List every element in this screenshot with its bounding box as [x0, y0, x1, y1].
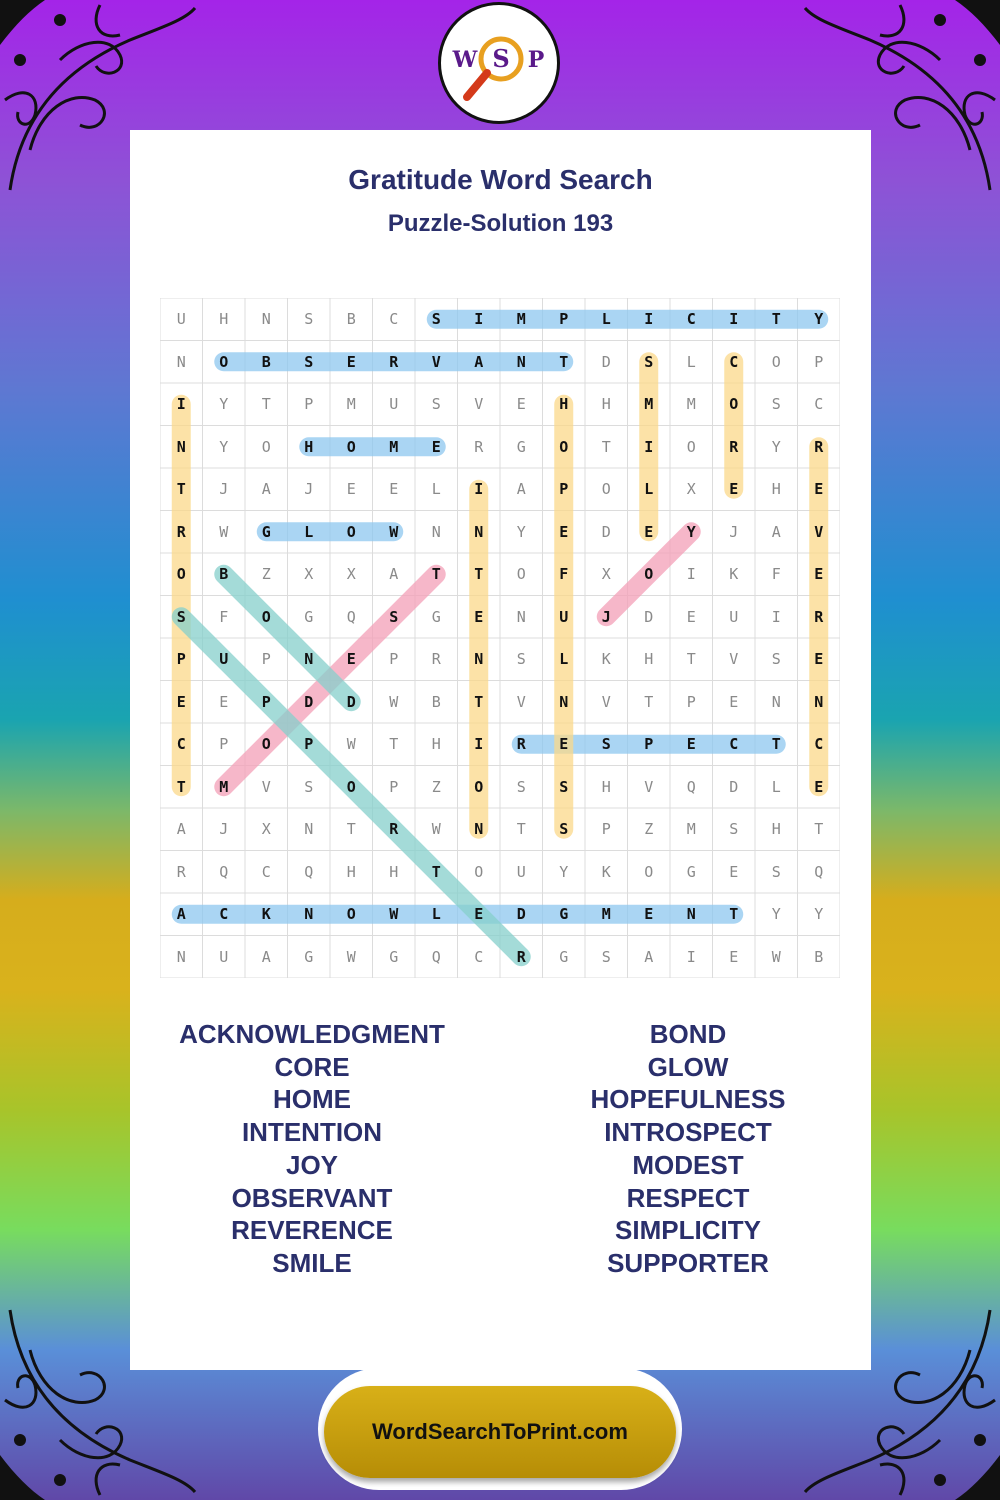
grid-cell[interactable]: O — [771, 352, 781, 371]
grid-cell[interactable]: G — [431, 607, 441, 626]
word-list-item: HOME — [273, 1084, 351, 1115]
grid-cell[interactable]: M — [686, 395, 696, 414]
grid-cell[interactable]: Q — [346, 607, 356, 626]
grid-cell[interactable]: H — [771, 480, 781, 499]
grid-cell[interactable]: T — [686, 650, 696, 669]
grid-cell[interactable]: E — [814, 565, 824, 584]
grid-cell[interactable]: G — [559, 905, 569, 924]
grid-cell[interactable]: D — [644, 607, 654, 626]
grid-cell[interactable]: S — [601, 735, 611, 754]
grid-cell[interactable]: C — [389, 310, 399, 329]
word-list-item: BOND — [649, 1019, 727, 1049]
grid-cell[interactable]: J — [219, 820, 229, 839]
word-list-item: SUPPORTER — [607, 1247, 769, 1278]
grid-cell[interactable]: P — [389, 650, 399, 669]
grid-cell[interactable]: H — [644, 650, 654, 669]
grid-cell[interactable]: L — [304, 522, 314, 541]
grid-cell[interactable]: Q — [686, 777, 696, 796]
grid-cell[interactable]: S — [516, 777, 526, 796]
magnifier-logo-icon — [441, 5, 557, 121]
grid-cell[interactable]: U — [389, 395, 399, 414]
grid-cell[interactable]: S — [729, 820, 739, 839]
grid-cell[interactable]: C — [474, 947, 484, 966]
grid-cell[interactable]: X — [601, 565, 611, 584]
word-list-right — [498, 1018, 878, 1280]
word-list-item: HOPEFULNESS — [590, 1084, 786, 1115]
grid-cell[interactable]: T — [176, 777, 186, 796]
grid-cell[interactable]: S — [304, 777, 314, 796]
grid-cell[interactable]: X — [346, 565, 356, 584]
grid-cell[interactable]: Z — [431, 777, 441, 796]
grid-cell[interactable]: V — [814, 522, 824, 541]
grid-cell[interactable]: E — [389, 480, 399, 499]
grid-cell[interactable]: T — [346, 820, 356, 839]
grid-cell[interactable]: X — [686, 480, 696, 499]
grid-cell[interactable]: C — [729, 352, 739, 371]
grid-cell[interactable]: E — [474, 905, 484, 924]
grid-cell[interactable]: H — [219, 310, 229, 329]
grid-cell[interactable]: M — [686, 820, 696, 839]
grid-cell[interactable]: R — [516, 947, 526, 966]
grid-cell[interactable]: A — [644, 947, 654, 966]
word-list-item: INTENTION — [241, 1117, 383, 1148]
grid-cell[interactable]: S — [431, 310, 441, 329]
grid-cell[interactable]: A — [474, 352, 484, 371]
grid-cell[interactable]: O — [261, 735, 271, 754]
grid-cell[interactable]: N — [431, 522, 441, 541]
grid-cell[interactable]: U — [729, 607, 739, 626]
grid-cell[interactable]: Y — [219, 395, 229, 414]
grid-cell[interactable]: I — [729, 310, 739, 329]
grid-cell[interactable]: B — [431, 692, 441, 711]
grid-cell[interactable]: L — [686, 352, 696, 371]
grid-cell[interactable]: E — [516, 395, 526, 414]
grid-cell[interactable]: X — [304, 565, 314, 584]
grid-cell[interactable]: E — [176, 692, 186, 711]
grid-cell[interactable]: E — [474, 607, 484, 626]
grid-cell[interactable]: I — [474, 480, 484, 499]
grid-cells — [160, 298, 840, 978]
grid-cell[interactable]: P — [389, 777, 399, 796]
grid-cell[interactable]: Y — [814, 310, 824, 329]
grid-cell[interactable]: D — [304, 692, 314, 711]
grid-cell[interactable]: A — [261, 480, 271, 499]
grid-cell[interactable]: N — [559, 692, 569, 711]
grid-cell[interactable]: L — [431, 480, 441, 499]
grid-cell[interactable]: N — [474, 522, 484, 541]
grid-cell[interactable]: I — [474, 735, 484, 754]
grid-cell[interactable]: K — [729, 565, 739, 584]
grid-cell[interactable]: D — [346, 692, 356, 711]
grid-cell[interactable]: Q — [431, 947, 441, 966]
grid-cell[interactable]: Y — [686, 522, 696, 541]
grid-cell[interactable]: U — [176, 310, 186, 329]
grid-cell[interactable]: L — [601, 310, 611, 329]
grid-cell[interactable]: I — [176, 395, 186, 414]
grid-cell[interactable]: W — [431, 820, 441, 839]
grid-cell[interactable]: O — [474, 777, 484, 796]
grid-cell[interactable]: A — [516, 480, 526, 499]
grid-cell[interactable]: F — [771, 565, 781, 584]
grid-cell[interactable]: B — [814, 947, 824, 966]
grid-cell[interactable]: T — [176, 480, 186, 499]
grid-cell[interactable]: E — [686, 735, 696, 754]
grid-cell[interactable]: S — [516, 650, 526, 669]
grid-cell[interactable]: D — [601, 522, 611, 541]
grid-cell[interactable]: S — [771, 650, 781, 669]
grid-cell[interactable]: E — [729, 862, 739, 881]
grid-cell[interactable]: C — [729, 735, 739, 754]
word-list-item: JOY — [285, 1149, 339, 1180]
grid-cell[interactable]: W — [219, 522, 229, 541]
grid-cell[interactable]: P — [814, 352, 824, 371]
grid-cell[interactable]: Y — [771, 437, 781, 456]
grid-cell[interactable]: O — [346, 522, 356, 541]
grid-cell[interactable]: H — [559, 395, 569, 414]
website-link-button[interactable]: WordSearchToPrint.com — [324, 1386, 676, 1478]
logo-letter-w: W — [452, 47, 478, 73]
grid-cell[interactable]: I — [771, 607, 781, 626]
word-list-item: CORE — [274, 1051, 350, 1082]
word-list-item: ACKNOWLEDGMENT — [179, 1019, 445, 1049]
grid-cell[interactable]: V — [601, 692, 611, 711]
grid-cell[interactable]: O — [729, 395, 739, 414]
grid-cell[interactable]: J — [729, 522, 739, 541]
grid-cell[interactable]: Y — [771, 905, 781, 924]
grid-cell[interactable]: O — [261, 607, 271, 626]
grid-cell[interactable]: S — [559, 777, 569, 796]
grid-cell[interactable]: N — [261, 310, 271, 329]
grid-cell[interactable]: O — [474, 862, 484, 881]
grid-cell[interactable]: N — [176, 437, 186, 456]
grid-cell[interactable]: T — [516, 820, 526, 839]
grid-cell[interactable]: N — [771, 692, 781, 711]
grid-cell[interactable]: D — [601, 352, 611, 371]
grid-cell[interactable]: E — [729, 692, 739, 711]
grid-cell[interactable]: R — [176, 862, 186, 881]
grid-cell[interactable]: S — [431, 395, 441, 414]
grid-cell[interactable]: E — [814, 777, 824, 796]
grid-cell[interactable]: C — [686, 310, 696, 329]
grid-cell[interactable]: V — [431, 352, 441, 371]
grid-cell[interactable]: A — [389, 565, 399, 584]
grid-cell[interactable]: O — [346, 437, 356, 456]
grid-cell[interactable]: R — [516, 735, 526, 754]
grid-cell[interactable]: N — [304, 820, 314, 839]
grid-cell[interactable]: J — [304, 480, 314, 499]
grid-cell[interactable]: K — [601, 862, 611, 881]
grid-cell[interactable]: V — [516, 692, 526, 711]
grid-cell[interactable]: E — [219, 692, 229, 711]
grid-cell[interactable]: S — [771, 862, 781, 881]
grid-cell[interactable]: O — [686, 437, 696, 456]
grid-cell[interactable]: Q — [814, 862, 824, 881]
grid-cell[interactable]: B — [346, 310, 356, 329]
grid-cell[interactable]: N — [686, 905, 696, 924]
grid-cell[interactable]: D — [516, 905, 526, 924]
grid-cell[interactable]: S — [304, 352, 314, 371]
grid-cell[interactable]: K — [261, 905, 271, 924]
grid-cell[interactable]: R — [431, 650, 441, 669]
grid-cell[interactable]: P — [644, 735, 654, 754]
grid-cell[interactable]: E — [431, 437, 441, 456]
grid-cell[interactable]: T — [474, 692, 484, 711]
grid-cell[interactable]: T — [771, 310, 781, 329]
grid-cell[interactable]: E — [729, 480, 739, 499]
grid-cell[interactable]: V — [644, 777, 654, 796]
grid-cell[interactable]: T — [389, 735, 399, 754]
grid-cell[interactable]: N — [516, 607, 526, 626]
grid-cell[interactable]: R — [729, 437, 739, 456]
grid-cell[interactable]: O — [644, 565, 654, 584]
grid-cell[interactable]: Y — [559, 862, 569, 881]
grid-cell[interactable]: W — [771, 947, 781, 966]
grid-cell[interactable]: X — [261, 820, 271, 839]
grid-cell[interactable]: O — [219, 352, 229, 371]
grid-cell[interactable]: M — [601, 905, 611, 924]
grid-cell[interactable]: T — [644, 692, 654, 711]
grid-cell[interactable]: U — [219, 947, 229, 966]
grid-cell[interactable]: U — [516, 862, 526, 881]
grid-cell[interactable]: S — [389, 607, 399, 626]
grid-cell[interactable]: S — [601, 947, 611, 966]
grid-cell[interactable]: P — [261, 650, 271, 669]
grid-cell[interactable]: T — [431, 862, 441, 881]
grid-cell[interactable]: O — [346, 905, 356, 924]
page-title: Gratitude Word Search — [348, 164, 653, 195]
grid-cell[interactable]: G — [261, 522, 271, 541]
grid-cell[interactable]: C — [814, 395, 824, 414]
grid-cell[interactable]: Q — [219, 862, 229, 881]
grid-cell[interactable]: V — [474, 395, 484, 414]
grid-cell[interactable]: T — [559, 352, 569, 371]
grid-cell[interactable]: G — [686, 862, 696, 881]
grid-cell[interactable]: O — [559, 437, 569, 456]
grid-cell[interactable]: E — [559, 735, 569, 754]
grid-cell[interactable]: O — [176, 565, 186, 584]
grid-cell[interactable]: S — [559, 820, 569, 839]
grid-cell[interactable]: B — [219, 565, 229, 584]
grid-cell[interactable]: L — [559, 650, 569, 669]
grid-cell[interactable]: H — [771, 820, 781, 839]
word-list-item: RESPECT — [626, 1182, 750, 1213]
grid-cell[interactable]: R — [814, 437, 824, 456]
grid-cell[interactable]: G — [559, 947, 569, 966]
grid-cell[interactable]: R — [389, 352, 399, 371]
logo-letter-p: P — [527, 47, 545, 73]
grid-cell[interactable]: W — [346, 735, 356, 754]
grid-cell[interactable]: Z — [261, 565, 271, 584]
grid-cell[interactable]: P — [601, 820, 611, 839]
grid-cell[interactable]: N — [474, 650, 484, 669]
grid-cell[interactable]: U — [219, 650, 229, 669]
grid-cell[interactable]: Q — [304, 862, 314, 881]
grid-cell[interactable]: M — [516, 310, 526, 329]
word-list-item: INTROSPECT — [604, 1117, 772, 1148]
grid-cell[interactable]: A — [176, 905, 186, 924]
grid-cell[interactable]: Z — [644, 820, 654, 839]
letter-grid — [160, 298, 840, 978]
grid-cell[interactable]: C — [261, 862, 271, 881]
grid-cell[interactable]: W — [346, 947, 356, 966]
grid-cell[interactable]: H — [346, 862, 356, 881]
grid-cell[interactable]: W — [389, 522, 399, 541]
grid-cell[interactable]: N — [304, 905, 314, 924]
grid-cell[interactable]: E — [559, 522, 569, 541]
grid-cell[interactable]: T — [431, 565, 441, 584]
grid-cell[interactable]: N — [176, 947, 186, 966]
grid-cell[interactable]: J — [219, 480, 229, 499]
grid-cell[interactable]: R — [389, 820, 399, 839]
grid-cell[interactable]: O — [516, 565, 526, 584]
grid-cell[interactable]: I — [644, 310, 654, 329]
grid-cell[interactable]: O — [261, 437, 271, 456]
logo-letter-s: S — [492, 44, 510, 73]
grid-cell[interactable]: I — [644, 437, 654, 456]
grid-cell[interactable]: K — [601, 650, 611, 669]
grid-cell[interactable]: H — [389, 862, 399, 881]
grid-cell[interactable]: D — [729, 777, 739, 796]
grid-cell[interactable]: U — [559, 607, 569, 626]
grid-cell[interactable]: L — [431, 905, 441, 924]
word-list-item: MODEST — [632, 1149, 744, 1180]
grid-cell[interactable]: R — [814, 607, 824, 626]
grid-cell[interactable]: M — [219, 777, 229, 796]
grid-cell[interactable]: T — [261, 395, 271, 414]
grid-cell[interactable]: N — [814, 692, 824, 711]
grid-cell[interactable]: P — [261, 692, 271, 711]
wsp-logo[interactable] — [438, 2, 560, 124]
grid-cell[interactable]: G — [516, 437, 526, 456]
grid-cell[interactable]: Y — [219, 437, 229, 456]
grid-cell[interactable]: L — [644, 480, 654, 499]
grid-cell[interactable]: G — [304, 607, 314, 626]
grid-cell[interactable]: O — [601, 480, 611, 499]
grid-cell[interactable]: A — [261, 947, 271, 966]
grid-cell[interactable]: S — [771, 395, 781, 414]
grid-cell[interactable]: P — [219, 735, 229, 754]
grid-cell[interactable]: E — [686, 607, 696, 626]
grid-cell[interactable]: I — [686, 947, 696, 966]
grid-cell[interactable]: T — [771, 735, 781, 754]
grid-cell[interactable]: S — [644, 352, 654, 371]
grid-cell[interactable]: W — [389, 692, 399, 711]
grid-cell[interactable]: O — [644, 862, 654, 881]
grid-cell[interactable]: P — [304, 395, 314, 414]
grid-cell[interactable]: P — [304, 735, 314, 754]
grid-cell[interactable]: C — [814, 735, 824, 754]
grid-cell[interactable]: I — [474, 310, 484, 329]
grid-cell[interactable]: N — [516, 352, 526, 371]
grid-cell[interactable]: E — [346, 480, 356, 499]
grid-cell[interactable]: M — [389, 437, 399, 456]
grid-cell[interactable]: M — [346, 395, 356, 414]
grid-cell[interactable]: H — [431, 735, 441, 754]
grid-cell[interactable]: G — [389, 947, 399, 966]
grid-cell[interactable]: M — [644, 395, 654, 414]
word-list-left — [122, 1018, 502, 1280]
grid-cell[interactable]: A — [771, 522, 781, 541]
grid-cell[interactable]: E — [644, 522, 654, 541]
grid-cell[interactable]: E — [814, 480, 824, 499]
grid-cell[interactable]: R — [474, 437, 484, 456]
grid-cell[interactable]: N — [176, 352, 186, 371]
grid-cell[interactable]: T — [474, 565, 484, 584]
grid-cell[interactable]: T — [601, 437, 611, 456]
grid-cell[interactable]: S — [176, 607, 186, 626]
grid-cell[interactable]: C — [219, 905, 229, 924]
grid-cell[interactable]: F — [559, 565, 569, 584]
page-subtitle: Puzzle-Solution 193 — [387, 210, 614, 237]
grid-cell[interactable]: Y — [516, 522, 526, 541]
word-list-item: REVERENCE — [231, 1215, 393, 1246]
grid-cell[interactable]: G — [304, 947, 314, 966]
grid-cell[interactable]: V — [729, 650, 739, 669]
word-list-item: GLOW — [647, 1051, 729, 1082]
grid-cell[interactable]: I — [686, 565, 696, 584]
grid-cell[interactable]: P — [176, 650, 186, 669]
grid-cell[interactable]: E — [814, 650, 824, 669]
grid-cell[interactable]: P — [559, 310, 569, 329]
grid-cell[interactable]: E — [729, 947, 739, 966]
grid-cell[interactable]: S — [304, 310, 314, 329]
word-list-item: SMILE — [272, 1247, 352, 1278]
grid-cell[interactable]: H — [304, 437, 314, 456]
grid-cell[interactable]: L — [771, 777, 781, 796]
grid-cell[interactable]: P — [559, 480, 569, 499]
grid-cell[interactable]: V — [261, 777, 271, 796]
grid-cell[interactable]: F — [219, 607, 229, 626]
grid-cell[interactable]: H — [601, 395, 611, 414]
grid-cell[interactable]: H — [601, 777, 611, 796]
grid-cell[interactable]: J — [601, 607, 611, 626]
grid-cell[interactable]: E — [346, 650, 356, 669]
grid-cell[interactable]: A — [176, 820, 186, 839]
grid-cell[interactable]: N — [304, 650, 314, 669]
grid-cell[interactable]: C — [176, 735, 186, 754]
grid-cell[interactable]: R — [176, 522, 186, 541]
grid-cell[interactable]: B — [261, 352, 271, 371]
grid-cell[interactable]: T — [814, 820, 824, 839]
grid-cell[interactable]: T — [729, 905, 739, 924]
word-list-item: OBSERVANT — [231, 1182, 393, 1213]
word-list-item: SIMPLICITY — [615, 1215, 761, 1246]
grid-cell[interactable]: E — [346, 352, 356, 371]
grid-cell[interactable]: P — [686, 692, 696, 711]
grid-cell[interactable]: Y — [814, 905, 824, 924]
grid-cell[interactable]: E — [644, 905, 654, 924]
grid-cell[interactable]: W — [389, 905, 399, 924]
grid-cell[interactable]: O — [346, 777, 356, 796]
grid-cell[interactable]: N — [474, 820, 484, 839]
